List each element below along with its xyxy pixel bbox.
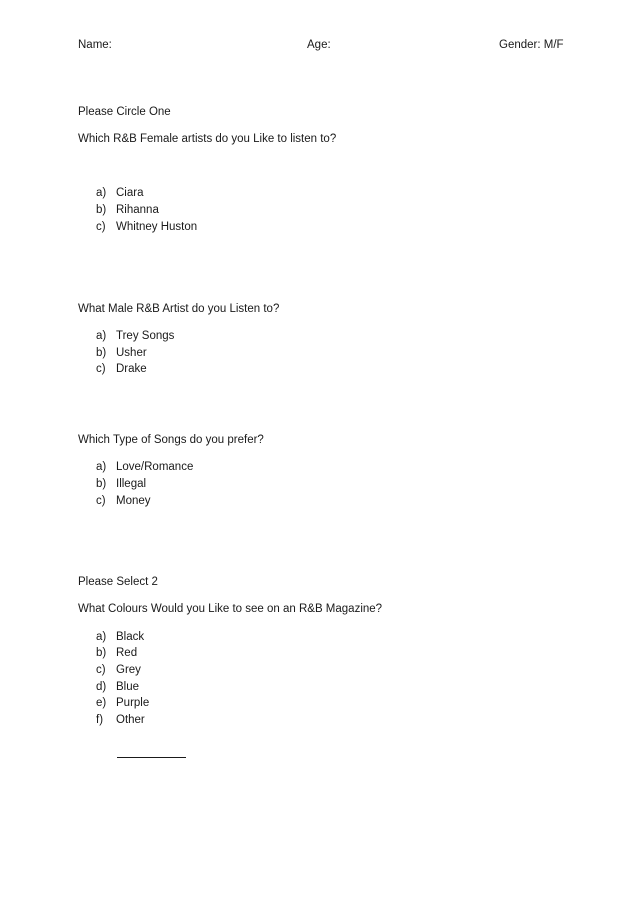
question-4-text: What Colours Would you Like to see on an R&B Magazine?	[78, 603, 383, 615]
question-3-option-b[interactable]	[96, 477, 146, 491]
option-letter: c)	[96, 495, 106, 507]
question-1-option-c[interactable]	[96, 220, 197, 234]
option-letter: c)	[96, 664, 106, 676]
other-write-in-line[interactable]	[117, 757, 186, 758]
option-label: Money	[116, 495, 151, 507]
option-label: Usher	[116, 347, 147, 359]
option-label: Purple	[116, 697, 150, 709]
option-letter: b)	[96, 647, 107, 659]
option-letter: b)	[96, 347, 107, 359]
option-label: Grey	[116, 664, 141, 676]
option-label: Drake	[116, 363, 147, 375]
question-3-option-c[interactable]	[96, 494, 151, 508]
instruction-select-two: Please Select 2	[78, 576, 158, 588]
question-2-option-c[interactable]	[96, 362, 147, 376]
question-4-option-f[interactable]	[96, 713, 145, 727]
question-4-option-d[interactable]	[96, 680, 139, 694]
question-2-option-a[interactable]	[96, 329, 174, 343]
age-label: Age:	[307, 39, 331, 51]
option-letter: e)	[96, 697, 107, 709]
name-label: Name:	[78, 39, 112, 51]
option-label: Rihanna	[116, 204, 159, 216]
question-1-option-b[interactable]	[96, 203, 159, 217]
option-letter: a)	[96, 330, 107, 342]
option-letter: a)	[96, 187, 107, 199]
question-2-text: What Male R&B Artist do you Listen to?	[78, 303, 280, 315]
option-letter: a)	[96, 461, 107, 473]
question-2-option-b[interactable]	[96, 346, 147, 360]
option-label: Ciara	[116, 187, 144, 199]
option-letter: c)	[96, 221, 106, 233]
option-letter: b)	[96, 204, 107, 216]
option-letter: c)	[96, 363, 106, 375]
option-label: Other	[116, 714, 145, 726]
option-letter: f)	[96, 714, 104, 726]
question-4-option-b[interactable]	[96, 646, 137, 660]
option-letter: d)	[96, 681, 107, 693]
option-letter: a)	[96, 631, 107, 643]
question-3-text: Which Type of Songs do you prefer?	[78, 434, 264, 446]
option-label: Black	[116, 631, 145, 643]
option-label: Whitney Huston	[116, 221, 198, 233]
gender-label: Gender: M/F	[499, 39, 564, 51]
option-label: Trey Songs	[116, 330, 175, 342]
question-1-text: Which R&B Female artists do you Like to listen to?	[78, 133, 337, 145]
instruction-circle-one: Please Circle One	[78, 106, 171, 118]
option-label: Love/Romance	[116, 461, 194, 473]
option-label: Illegal	[116, 478, 147, 490]
question-4-option-a[interactable]	[96, 630, 144, 644]
question-4-option-e[interactable]	[96, 696, 149, 710]
question-1-option-a[interactable]	[96, 186, 143, 200]
question-3-option-a[interactable]	[96, 460, 193, 474]
option-label: Red	[116, 647, 138, 659]
option-label: Blue	[116, 681, 140, 693]
question-4-option-c[interactable]	[96, 663, 141, 677]
option-letter: b)	[96, 478, 107, 490]
